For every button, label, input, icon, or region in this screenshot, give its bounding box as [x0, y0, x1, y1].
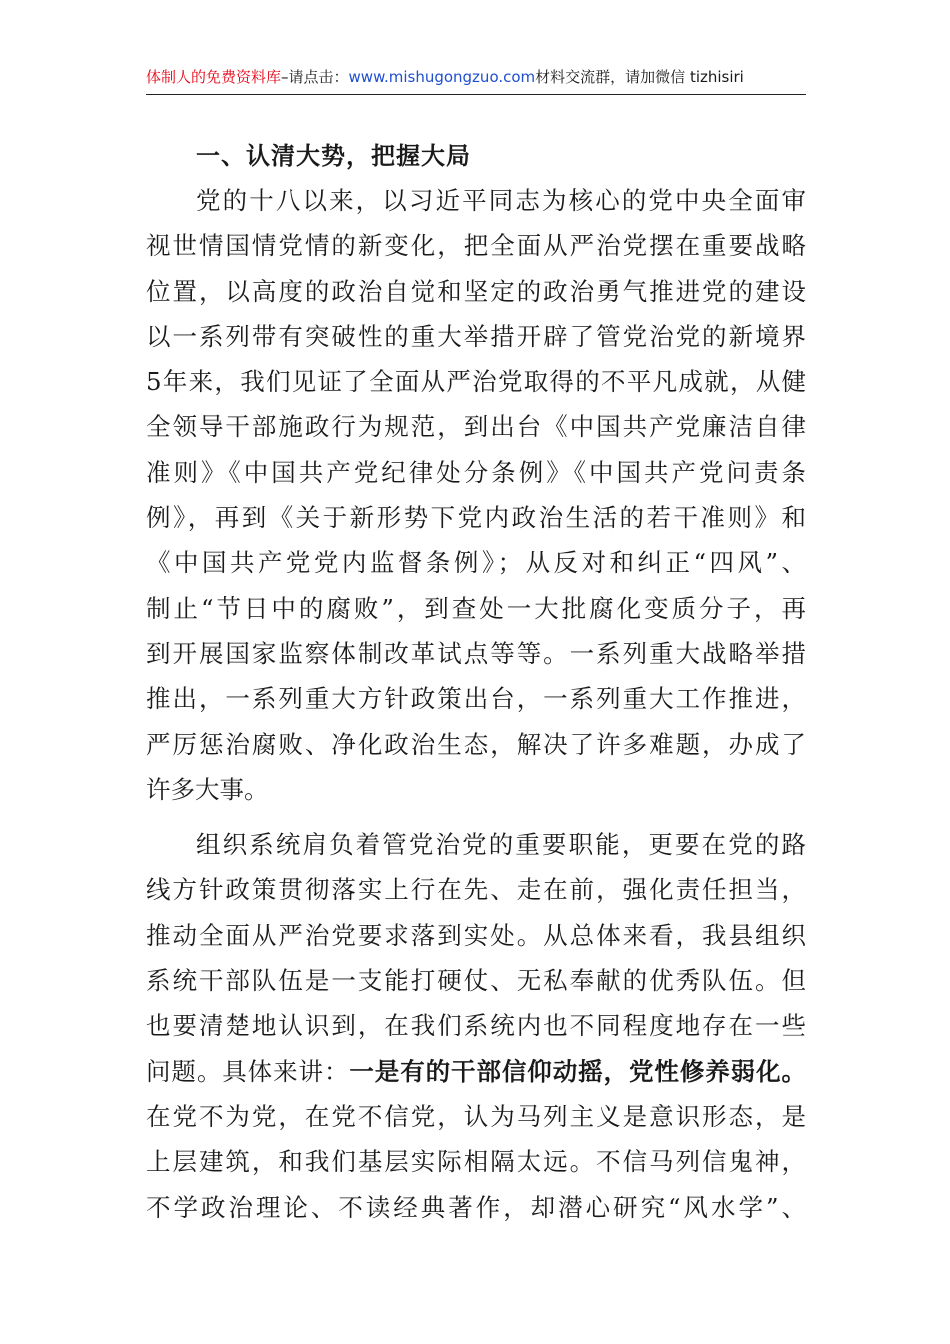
- paragraph-line: 严厉惩治腐败、净化政治生态，解决了许多难题，办成了: [146, 729, 806, 759]
- paragraph-2: [146, 822, 806, 1230]
- paragraph-line: 在党不为党，在党不信党，认为马列主义是意识形态，是: [146, 1101, 806, 1131]
- paragraph-line: 位置，以高度的政治自觉和坚定的政治勇气推进党的建设: [146, 276, 806, 306]
- paragraph-line: 不学政治理论、不读经典著作，却潜心研究“风水学”、: [146, 1192, 806, 1222]
- paragraph-line: 5年来，我们见证了全面从严治党取得的不平凡成就，从健: [146, 367, 806, 397]
- paragraph-line: 《中国共产党党内监督条例》；从反对和纠正“四风”、: [146, 548, 806, 578]
- section-heading: 一、认清大势，把握大局: [196, 142, 471, 170]
- paragraph-line: 许多大事。: [146, 774, 269, 804]
- paragraph-line: 到开展国家监察体制改革试点等等。一系列重大战略举措: [146, 638, 806, 668]
- paragraph-line-with-emphasis: [146, 1049, 806, 1094]
- paragraph-line: 全领导干部施政行为规范，到出台《中国共产党廉洁自律: [146, 412, 806, 442]
- paragraph-line: 视世情国情党情的新变化，把全面从严治党摆在重要战略: [146, 231, 806, 261]
- paragraph-line: 推动全面从严治党要求落到实处。从总体来看，我县组织: [146, 920, 806, 950]
- paragraph-line: 例》，再到《关于新形势下党内政治生活的若干准则》和: [146, 503, 806, 533]
- paragraph-line: 准则》《中国共产党纪律处分条例》《中国共产党问责条: [146, 457, 806, 487]
- paragraph-line: 系统干部队伍是一支能打硬仗、无私奉献的优秀队伍。但: [146, 966, 806, 996]
- page-header: [146, 66, 806, 95]
- paragraph-line: 上层建筑，和我们基层实际相隔太远。不信马列信鬼神，: [146, 1147, 806, 1177]
- header-url-link[interactable]: www.mishugongzuo.com: [348, 68, 536, 86]
- paragraph-line: 线方针政策贯彻落实上行在先、走在前，强化责任担当，: [146, 875, 806, 905]
- header-brand: 体制人的免费资料库: [146, 68, 282, 86]
- header-prompt: –请点击：: [281, 68, 349, 86]
- paragraph-text: 问题。具体来讲：: [146, 1056, 350, 1086]
- paragraph-line: 推出，一系列重大方针政策出台，一系列重大工作推进，: [146, 684, 806, 714]
- document-body: [146, 134, 806, 1230]
- paragraph-line: 党的十八以来，以习近平同志为核心的党中央全面审: [196, 186, 806, 215]
- paragraph-line: 制止“节日中的腐败”，到查处一大批腐化变质分子，再: [146, 593, 806, 623]
- emphasis-text: 一是有的干部信仰动摇，党性修养弱化。: [349, 1056, 806, 1086]
- paragraph-1: [146, 178, 806, 812]
- header-note: 材料交流群，请加微信 tizhisiri: [535, 68, 744, 86]
- paragraph-line: 也要清楚地认识到，在我们系统内也不同程度地存在一些: [146, 1011, 806, 1041]
- paragraph-line: 以一系列带有突破性的重大举措开辟了管党治党的新境界: [146, 321, 806, 351]
- paragraph-line: 组织系统肩负着管党治党的重要职能，更要在党的路: [196, 830, 806, 860]
